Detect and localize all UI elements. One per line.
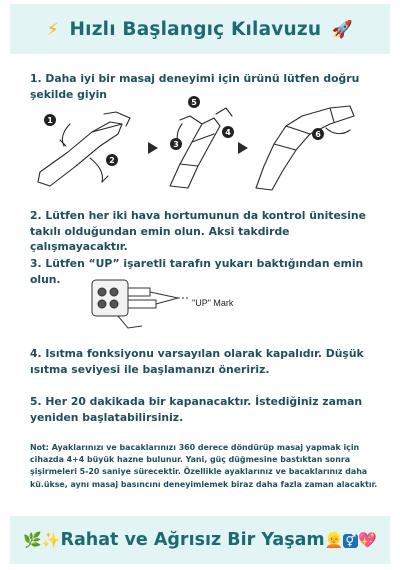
arrow-right-icon — [238, 142, 248, 154]
step-badge-label: 2 — [109, 156, 115, 165]
step-3-text: 3. Lütfen “UP” işaretli tarafın yukarı baktığından emin olun. — [30, 257, 364, 286]
step-1-text: 1. Daha iyi bir masaj deneyimi için ürünü lütfen doğru şekilde giyin — [30, 72, 360, 101]
gender-icon: ⚥ — [345, 534, 357, 548]
step-badge-label: 6 — [315, 130, 321, 139]
step-badge-label: 1 — [47, 116, 53, 125]
step-4-text: 4. Isıtma fonksiyonu varsayılan olarak kapalıdır. Düşük ısıtma seviyesi ile başlamanızı öneririz. — [30, 347, 364, 376]
footer-title — [23, 530, 377, 550]
sparkles-icon: ✨ — [41, 531, 61, 549]
step-badge-label: 3 — [173, 140, 179, 149]
lightning-icon: ⚡ — [46, 19, 59, 40]
page-title-text: Hızlı Başlangıç Kılavuzu — [69, 18, 322, 40]
leaf-icon: 🌿 — [23, 531, 42, 549]
step-badge-label: 5 — [191, 98, 197, 107]
page-title — [43, 19, 358, 40]
step-2-text: 2. Lütfen her iki hava hortumunun da kontrol ünitesine takılı olduğundan emin olun. Aksi takdirde çalışmayacaktır. — [30, 209, 366, 253]
step-badge-label: 4 — [225, 128, 231, 137]
step-5-text: 5. Her 20 dakikada bir kapanacaktır. İstediğiniz zaman yeniden başlatabilirsiniz. — [30, 395, 363, 424]
note-text: Not: Ayaklarınızı ve bacaklarınızı 360 derece döndürüp masaj yapmak için cihazda 4+4 büyük hazne bulunur. Yani, güç düğmesine bastıktan sonra şişirmeleri 5-20 saniye sürecektir. Özellikle ayaklarınız ve bacaklarınız daha kü.ükse, aynı masaj basıncını deneyimlemek biraz daha fazla zaman alacaktır. — [30, 443, 378, 489]
heart-icon: 💖 — [358, 531, 377, 549]
illustration-panel-3 — [256, 106, 354, 190]
footer-title-text: Rahat ve Ağrısız Bir Yaşam — [60, 530, 325, 550]
wearing-illustration — [30, 94, 370, 194]
header-band — [10, 4, 390, 54]
footer-band — [10, 516, 390, 564]
person-icon: 👱 — [324, 531, 344, 549]
arrow-right-icon — [148, 142, 158, 154]
up-mark-label: "UP" Mark — [192, 298, 234, 308]
rocket-icon: 🚀 — [331, 19, 354, 40]
